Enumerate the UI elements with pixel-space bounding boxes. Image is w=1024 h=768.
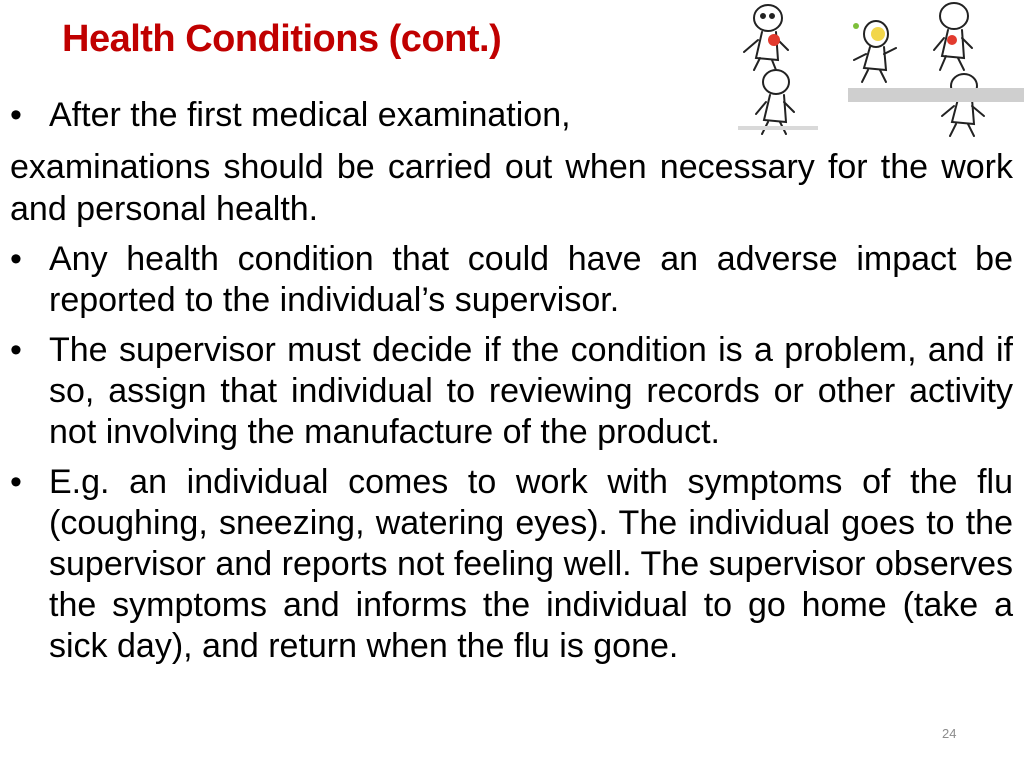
sick-cartoon-figures-image bbox=[738, 0, 1024, 138]
bullet-item bbox=[10, 239, 1013, 321]
bullet-text: E.g. an individual comes to work with symptoms of the flu (coughing, sneezing, watering eyes). The individual goes to the supervisor and reports not feeling well. The supervisor observes the symptoms and informs the individual to go home (take a sick day), and return when the flu is gone. bbox=[49, 463, 1013, 665]
continuation-paragraph: examinations should be carried out when necessary for the work and personal health. bbox=[10, 148, 1013, 228]
intro-bullet-text: After the first medical examination, bbox=[49, 96, 571, 134]
bullet-text: Any health condition that could have an adverse impact be reported to the individual’s supervisor. bbox=[49, 240, 1013, 319]
bullet-item bbox=[10, 462, 1013, 667]
bullet-list bbox=[10, 239, 1013, 676]
bullet-item bbox=[10, 330, 1013, 453]
bullet-dot: • bbox=[10, 240, 22, 278]
page-number: 24 bbox=[942, 726, 957, 741]
slide-title: Health Conditions (cont.) bbox=[62, 18, 502, 60]
bullet-text: The supervisor must decide if the condition is a problem, and if so, assign that individual to reviewing records or other activity not involving the manufacture of the product. bbox=[49, 331, 1013, 451]
bullet-dot: • bbox=[10, 331, 22, 369]
bullet-dot: • bbox=[10, 96, 22, 134]
bullet-dot: • bbox=[10, 463, 22, 501]
